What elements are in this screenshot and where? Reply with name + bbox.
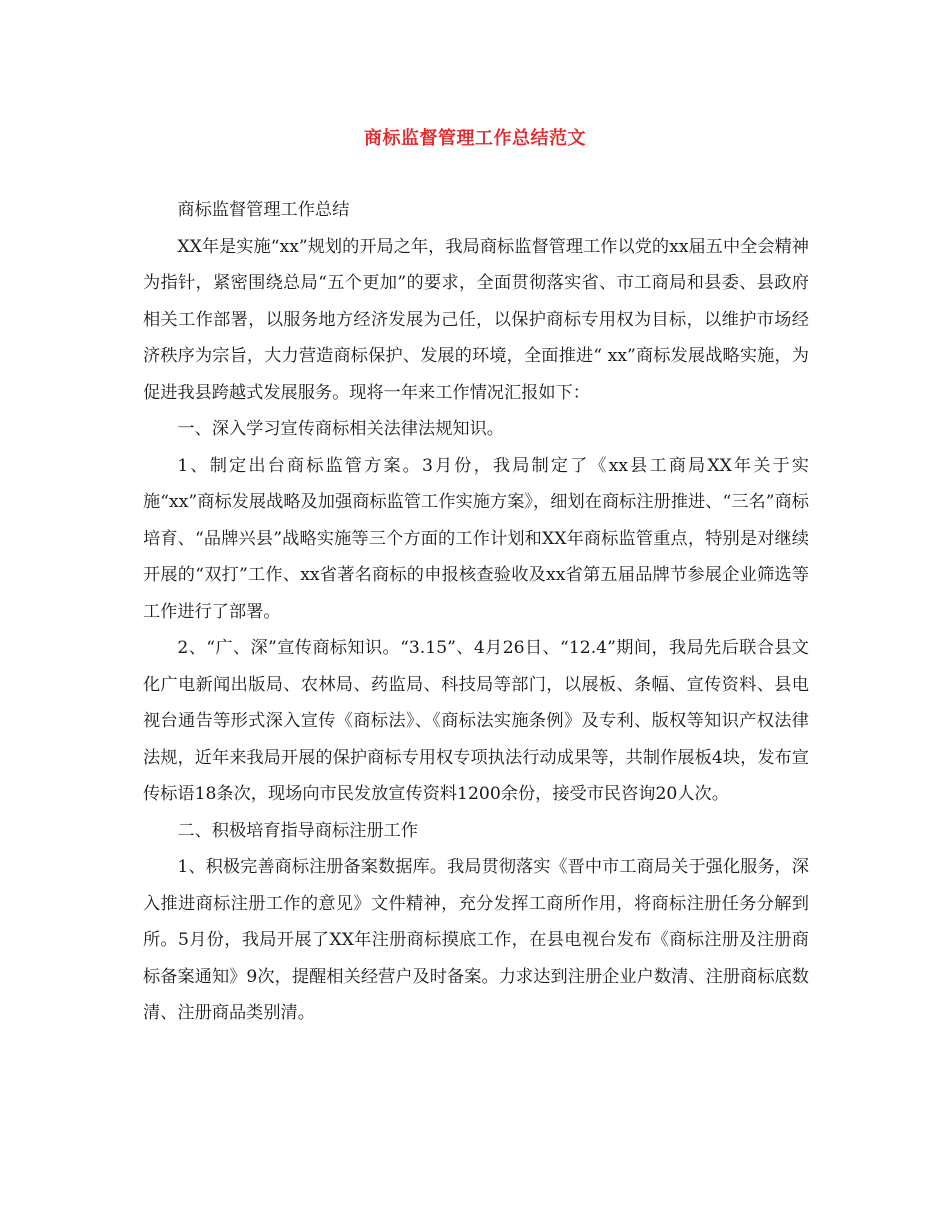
document-title: 商标监督管理工作总结范文 (364, 128, 586, 149)
document-body (143, 192, 809, 1032)
body-paragraph: 1、积极完善商标注册备案数据库。我局贯彻落实《晋中市工商局关于强化服务，深入推进商标注册工作的意见》文件精神，充分发挥工商所作用，将商标注册任务分解到所。5月份，我局开展了XX年注册商标摸底工作，在县电视台发布《商标注册及注册商标备案通知》9次，提醒相关经营户及时备案。力求达到注册企业户数清、注册商标底数清、注册商品类别清。 (143, 857, 809, 1023)
intro-paragraph: XX年是实施“xx”规划的开局之年，我局商标监督管理工作以党的xx届五中全会精神为指针，紧密围绕总局“五个更加”的要求，全面贯彻落实省、市工商局和县委、县政府相关工作部署，以服务地方经济发展为己任，以保护商标专用权为目标，以维护市场经济秩序为宗旨，大力营造商标保护、发展的环境，全面推进“ xx”商标发展战略实施，为促进我县跨越式发展服务。现将一年来工作情况汇报如下： (143, 236, 809, 403)
body-paragraph: 2、“广、深”宣传商标知识。“3.15”、4月26日、“12.4”期间，我局先后联合县文化广电新闻出版局、农林局、药监局、科技局等部门，以展板、条幅、宣传资料、县电视台通告等形式深入宣传《商标法》、《商标法实施条例》及专利、版权等知识产权法律法规，近年来我局开展的保护商标专用权专项执法行动成果等，共制作展板4块，发布宣传标语18条次，现场向市民发放宣传资料1200余份，接受市民咨询20人次。 (143, 638, 809, 804)
section-heading: 一、深入学习宣传商标相关法律法规知识。 (177, 419, 504, 439)
body-paragraph: 1、制定出台商标监管方案。3月份，我局制定了《xx县工商局XX年关于实施“xx”商标发展战略及加强商标监管工作实施方案》，细划在商标注册推进、“三名”商标培育、“品牌兴县”战略实施等三个方面的工作计划和XX年商标监管重点，特别是对继续开展的“双打”工作、xx省著名商标的申报核查验收及xx省第五届品牌节参展企业筛选等工作进行了部署。 (143, 455, 809, 622)
section-heading: 二、积极培育指导商标注册工作 (177, 820, 419, 841)
section-heading: 商标监督管理工作总结 (177, 200, 350, 220)
